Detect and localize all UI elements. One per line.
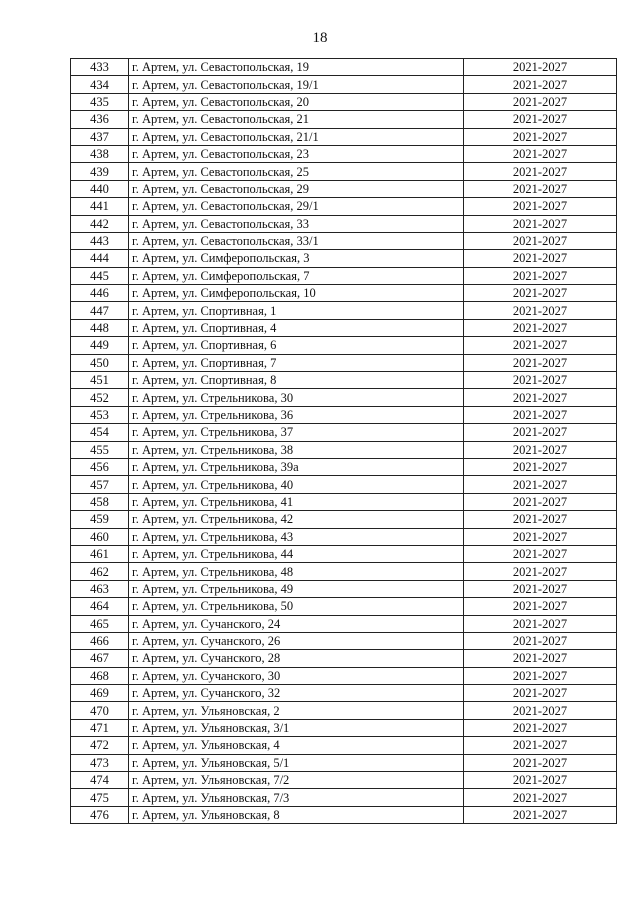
row-number-cell: 474 — [71, 772, 129, 789]
period-cell: 2021-2027 — [464, 650, 617, 667]
period-cell: 2021-2027 — [464, 563, 617, 580]
table-row — [71, 476, 617, 493]
table-row — [71, 511, 617, 528]
address-cell: г. Артем, ул. Севастопольская, 19 — [129, 59, 464, 76]
row-number-cell: 471 — [71, 719, 129, 736]
row-number-cell: 464 — [71, 598, 129, 615]
table-row — [71, 685, 617, 702]
period-cell: 2021-2027 — [464, 215, 617, 232]
row-number-cell: 470 — [71, 702, 129, 719]
period-cell: 2021-2027 — [464, 441, 617, 458]
table-row — [71, 215, 617, 232]
period-cell: 2021-2027 — [464, 337, 617, 354]
address-cell: г. Артем, ул. Ульяновская, 3/1 — [129, 719, 464, 736]
period-cell: 2021-2027 — [464, 267, 617, 284]
row-number-cell: 465 — [71, 615, 129, 632]
address-cell: г. Артем, ул. Симферопольская, 10 — [129, 285, 464, 302]
period-cell: 2021-2027 — [464, 632, 617, 649]
address-cell: г. Артем, ул. Стрельникова, 38 — [129, 441, 464, 458]
row-number-cell: 457 — [71, 476, 129, 493]
address-cell: г. Артем, ул. Стрельникова, 43 — [129, 528, 464, 545]
address-cell: г. Артем, ул. Спортивная, 6 — [129, 337, 464, 354]
row-number-cell: 434 — [71, 76, 129, 93]
address-cell: г. Артем, ул. Спортивная, 4 — [129, 319, 464, 336]
address-cell: г. Артем, ул. Севастопольская, 25 — [129, 163, 464, 180]
table-row — [71, 232, 617, 249]
table-row — [71, 76, 617, 93]
address-cell: г. Артем, ул. Сучанского, 24 — [129, 615, 464, 632]
address-cell: г. Артем, ул. Стрельникова, 37 — [129, 424, 464, 441]
row-number-cell: 437 — [71, 128, 129, 145]
address-cell: г. Артем, ул. Севастопольская, 21 — [129, 111, 464, 128]
period-cell: 2021-2027 — [464, 180, 617, 197]
row-number-cell: 456 — [71, 458, 129, 475]
row-number-cell: 442 — [71, 215, 129, 232]
row-number-cell: 459 — [71, 511, 129, 528]
table-row — [71, 632, 617, 649]
period-cell: 2021-2027 — [464, 354, 617, 371]
table-row — [71, 667, 617, 684]
table-row — [71, 372, 617, 389]
table-row — [71, 441, 617, 458]
row-number-cell: 472 — [71, 737, 129, 754]
period-cell: 2021-2027 — [464, 737, 617, 754]
address-cell: г. Артем, ул. Севастопольская, 33/1 — [129, 232, 464, 249]
table-row — [71, 737, 617, 754]
period-cell: 2021-2027 — [464, 232, 617, 249]
table-row — [71, 198, 617, 215]
row-number-cell: 454 — [71, 424, 129, 441]
row-number-cell: 460 — [71, 528, 129, 545]
address-cell: г. Артем, ул. Севастопольская, 23 — [129, 145, 464, 162]
address-cell: г. Артем, ул. Ульяновская, 4 — [129, 737, 464, 754]
table-row — [71, 424, 617, 441]
page-number: 18 — [312, 30, 328, 46]
period-cell: 2021-2027 — [464, 806, 617, 823]
table-row — [71, 789, 617, 806]
row-number-cell: 439 — [71, 163, 129, 180]
table-row — [71, 111, 617, 128]
row-number-cell: 451 — [71, 372, 129, 389]
period-cell: 2021-2027 — [464, 389, 617, 406]
period-cell: 2021-2027 — [464, 163, 617, 180]
table-row — [71, 250, 617, 267]
row-number-cell: 446 — [71, 285, 129, 302]
table-row — [71, 493, 617, 510]
address-cell: г. Артем, ул. Стрельникова, 50 — [129, 598, 464, 615]
period-cell: 2021-2027 — [464, 128, 617, 145]
row-number-cell: 476 — [71, 806, 129, 823]
address-cell: г. Артем, ул. Стрельникова, 42 — [129, 511, 464, 528]
row-number-cell: 444 — [71, 250, 129, 267]
period-cell: 2021-2027 — [464, 372, 617, 389]
table-row — [71, 267, 617, 284]
address-cell: г. Артем, ул. Севастопольская, 29/1 — [129, 198, 464, 215]
row-number-cell: 438 — [71, 145, 129, 162]
row-number-cell: 452 — [71, 389, 129, 406]
table-row — [71, 145, 617, 162]
address-cell: г. Артем, ул. Севастопольская, 21/1 — [129, 128, 464, 145]
period-cell: 2021-2027 — [464, 789, 617, 806]
table-body — [71, 59, 617, 824]
row-number-cell: 447 — [71, 302, 129, 319]
address-cell: г. Артем, ул. Спортивная, 1 — [129, 302, 464, 319]
period-cell: 2021-2027 — [464, 458, 617, 475]
address-cell: г. Артем, ул. Спортивная, 7 — [129, 354, 464, 371]
table-row — [71, 806, 617, 823]
table-row — [71, 128, 617, 145]
period-cell: 2021-2027 — [464, 406, 617, 423]
table-row — [71, 528, 617, 545]
row-number-cell: 449 — [71, 337, 129, 354]
table-row — [71, 406, 617, 423]
address-cell: г. Артем, ул. Ульяновская, 2 — [129, 702, 464, 719]
period-cell: 2021-2027 — [464, 76, 617, 93]
address-cell: г. Артем, ул. Симферопольская, 3 — [129, 250, 464, 267]
table-row — [71, 59, 617, 76]
table-row — [71, 354, 617, 371]
row-number-cell: 441 — [71, 198, 129, 215]
address-cell: г. Артем, ул. Стрельникова, 44 — [129, 545, 464, 562]
table-row — [71, 389, 617, 406]
period-cell: 2021-2027 — [464, 424, 617, 441]
address-cell: г. Артем, ул. Севастопольская, 29 — [129, 180, 464, 197]
address-cell: г. Артем, ул. Ульяновская, 7/3 — [129, 789, 464, 806]
table-row — [71, 285, 617, 302]
row-number-cell: 461 — [71, 545, 129, 562]
address-cell: г. Артем, ул. Ульяновская, 8 — [129, 806, 464, 823]
row-number-cell: 453 — [71, 406, 129, 423]
row-number-cell: 436 — [71, 111, 129, 128]
address-cell: г. Артем, ул. Сучанского, 26 — [129, 632, 464, 649]
period-cell: 2021-2027 — [464, 615, 617, 632]
period-cell: 2021-2027 — [464, 493, 617, 510]
row-number-cell: 463 — [71, 580, 129, 597]
period-cell: 2021-2027 — [464, 580, 617, 597]
address-cell: г. Артем, ул. Севастопольская, 20 — [129, 93, 464, 110]
address-cell: г. Артем, ул. Стрельникова, 40 — [129, 476, 464, 493]
period-cell: 2021-2027 — [464, 302, 617, 319]
table-row — [71, 754, 617, 771]
table-row — [71, 563, 617, 580]
period-cell: 2021-2027 — [464, 93, 617, 110]
address-cell: г. Артем, ул. Симферопольская, 7 — [129, 267, 464, 284]
row-number-cell: 473 — [71, 754, 129, 771]
period-cell: 2021-2027 — [464, 511, 617, 528]
period-cell: 2021-2027 — [464, 702, 617, 719]
address-cell: г. Артем, ул. Севастопольская, 19/1 — [129, 76, 464, 93]
table-row — [71, 319, 617, 336]
table-row — [71, 458, 617, 475]
table-row — [71, 163, 617, 180]
table-row — [71, 180, 617, 197]
address-cell: г. Артем, ул. Стрельникова, 39а — [129, 458, 464, 475]
address-cell: г. Артем, ул. Стрельникова, 41 — [129, 493, 464, 510]
row-number-cell: 440 — [71, 180, 129, 197]
row-number-cell: 448 — [71, 319, 129, 336]
table-row — [71, 337, 617, 354]
address-cell: г. Артем, ул. Стрельникова, 49 — [129, 580, 464, 597]
address-cell: г. Артем, ул. Стрельникова, 48 — [129, 563, 464, 580]
period-cell: 2021-2027 — [464, 719, 617, 736]
row-number-cell: 468 — [71, 667, 129, 684]
row-number-cell: 443 — [71, 232, 129, 249]
table-row — [71, 615, 617, 632]
table-row — [71, 598, 617, 615]
row-number-cell: 435 — [71, 93, 129, 110]
address-cell: г. Артем, ул. Сучанского, 28 — [129, 650, 464, 667]
period-cell: 2021-2027 — [464, 598, 617, 615]
period-cell: 2021-2027 — [464, 198, 617, 215]
period-cell: 2021-2027 — [464, 59, 617, 76]
period-cell: 2021-2027 — [464, 111, 617, 128]
row-number-cell: 450 — [71, 354, 129, 371]
period-cell: 2021-2027 — [464, 545, 617, 562]
row-number-cell: 458 — [71, 493, 129, 510]
address-cell: г. Артем, ул. Сучанского, 32 — [129, 685, 464, 702]
row-number-cell: 433 — [71, 59, 129, 76]
row-number-cell: 469 — [71, 685, 129, 702]
row-number-cell: 466 — [71, 632, 129, 649]
table-row — [71, 719, 617, 736]
table-row — [71, 302, 617, 319]
table-row — [71, 580, 617, 597]
period-cell: 2021-2027 — [464, 772, 617, 789]
address-cell: г. Артем, ул. Стрельникова, 36 — [129, 406, 464, 423]
address-cell: г. Артем, ул. Ульяновская, 5/1 — [129, 754, 464, 771]
row-number-cell: 467 — [71, 650, 129, 667]
period-cell: 2021-2027 — [464, 667, 617, 684]
period-cell: 2021-2027 — [464, 476, 617, 493]
table-row — [71, 772, 617, 789]
row-number-cell: 475 — [71, 789, 129, 806]
period-cell: 2021-2027 — [464, 754, 617, 771]
address-cell: г. Артем, ул. Ульяновская, 7/2 — [129, 772, 464, 789]
address-cell: г. Артем, ул. Сучанского, 30 — [129, 667, 464, 684]
address-cell: г. Артем, ул. Севастопольская, 33 — [129, 215, 464, 232]
period-cell: 2021-2027 — [464, 685, 617, 702]
address-table — [70, 58, 617, 824]
period-cell: 2021-2027 — [464, 528, 617, 545]
row-number-cell: 462 — [71, 563, 129, 580]
address-cell: г. Артем, ул. Спортивная, 8 — [129, 372, 464, 389]
period-cell: 2021-2027 — [464, 319, 617, 336]
address-cell: г. Артем, ул. Стрельникова, 30 — [129, 389, 464, 406]
period-cell: 2021-2027 — [464, 250, 617, 267]
table-row — [71, 93, 617, 110]
period-cell: 2021-2027 — [464, 285, 617, 302]
table-row — [71, 702, 617, 719]
row-number-cell: 445 — [71, 267, 129, 284]
table-row — [71, 545, 617, 562]
row-number-cell: 455 — [71, 441, 129, 458]
period-cell: 2021-2027 — [464, 145, 617, 162]
table-row — [71, 650, 617, 667]
